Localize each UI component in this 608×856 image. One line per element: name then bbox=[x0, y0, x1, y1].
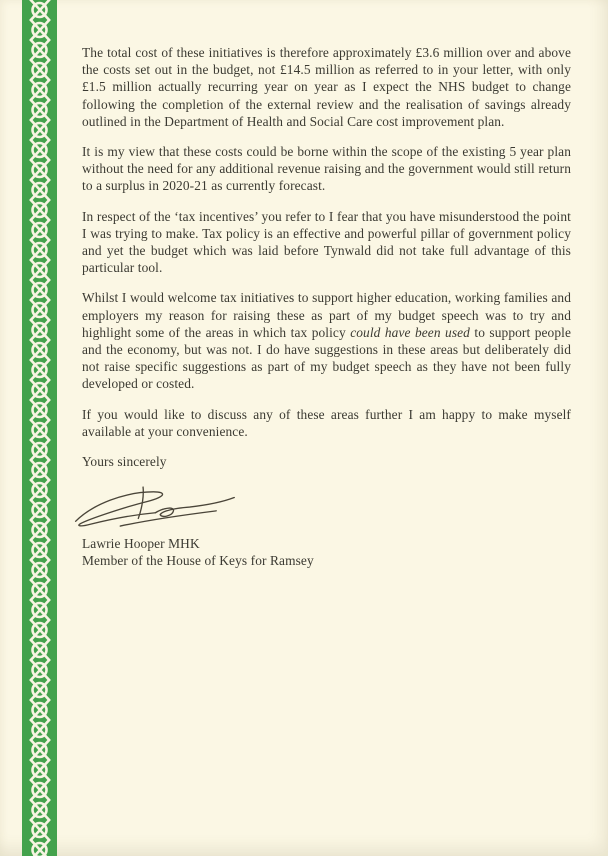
signature-strokes bbox=[76, 487, 235, 526]
signature-scrawl bbox=[68, 483, 258, 533]
paragraph-text: Whilst I would welcome tax initiatives to support higher education, working families and employers my reason for raising these as part of my budget speech was to try and highlight some of the areas in which tax policy bbox=[82, 290, 571, 340]
celtic-border-band bbox=[22, 0, 57, 856]
paragraph-text: to support people and the economy, but was not. I do have suggestions in these areas but deliberately did not raise specific suggestions as part of my budget speech as they have not been fully developed or costed. bbox=[82, 324, 572, 392]
letter-paragraph: In respect of the ‘tax incentives’ you refer to I fear that you have misunderstood the point I was trying to make. Tax policy is an effective and powerful pillar of government policy and yet the budget which was laid before Tynwald did not take full advantage of this particular tool. bbox=[82, 208, 571, 276]
celtic-knot-border-icon bbox=[22, 0, 57, 856]
letter-paragraph: It is my view that these costs could be borne within the scope of the existing 5 year plan without the need for any additional revenue raising and the government would still return to a surplus in 2020-21 as currently forecast. bbox=[82, 144, 571, 194]
closing-salutation: Yours sincerely bbox=[82, 454, 167, 470]
emphasized-phrase: could have been used bbox=[350, 324, 470, 340]
letter-paragraph: The total cost of these initiatives is therefore approximately £3.6 million over and above the costs set out in the budget, not £14.5 million as referred to in your letter, with only £1.5 million actually recurring year on year as I expect the NHS budget to change following the completion of the external review and the realisation of savings already outlined in the Department of Health and Social Care cost improvement plan. bbox=[82, 45, 571, 129]
signer-title: Member of the House of Keys for Ramsey bbox=[82, 553, 314, 569]
letter-paragraph: If you would like to discuss any of these areas further I am happy to make myself available at your convenience. bbox=[82, 406, 571, 439]
letter-paragraph bbox=[82, 289, 571, 392]
signer-name: Lawrie Hooper MHK bbox=[82, 536, 200, 552]
letter-body bbox=[82, 44, 571, 569]
